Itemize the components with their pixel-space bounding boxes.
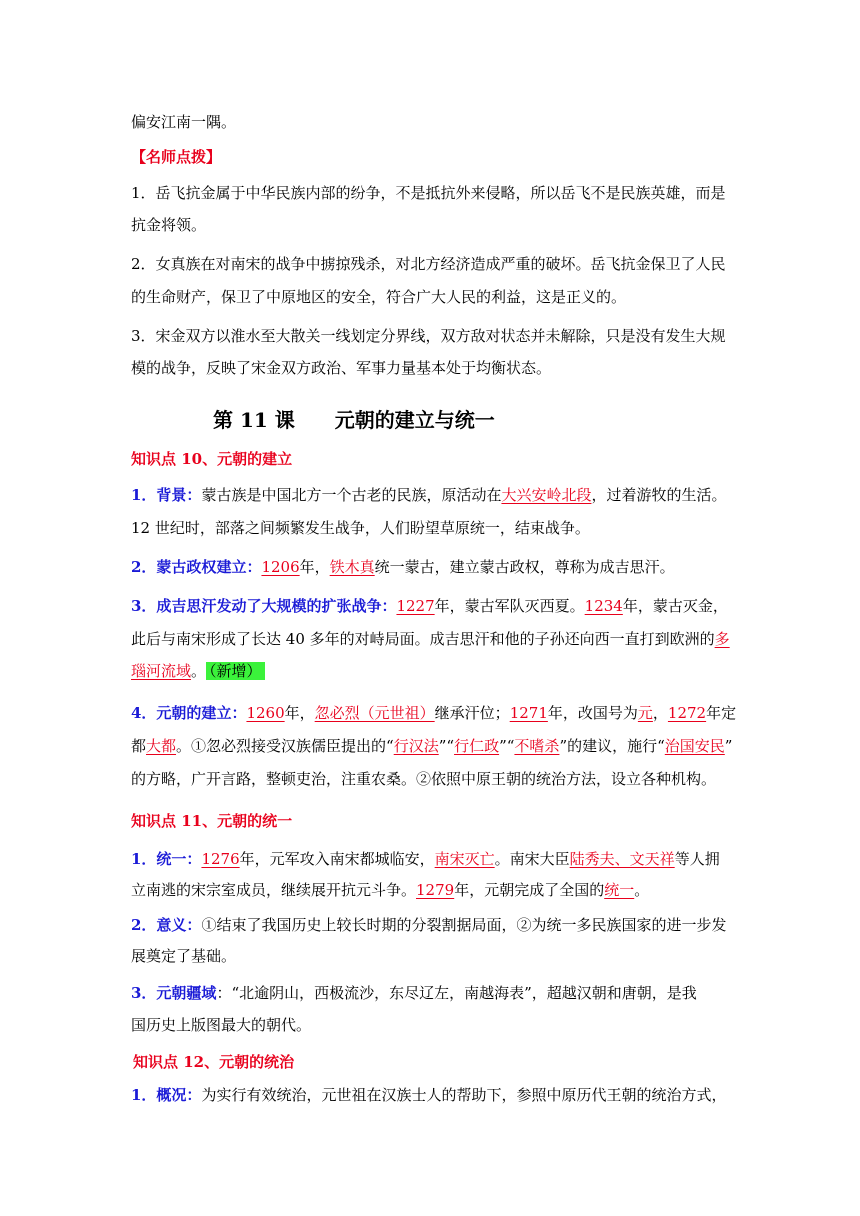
k11-territory-line-1: 3．元朝疆域：“北逾阴山，西极流沙，东尽辽左，南越海表”，超越汉朝和唐朝，是我 — [131, 984, 697, 1002]
paragraph-end: 偏安江南一隅。 — [131, 113, 237, 131]
k10-background-line-2: 12 世纪时，部落之间频繁发生战争，人们盼望草原统一，结束战争。 — [131, 519, 590, 537]
lesson-title — [213, 404, 495, 433]
k10-expansion-line-2: 此后与南宋形成了长达 40 多年的对峙局面。成吉思汗和他的子孙还向西一直打到欧洲的多 — [131, 630, 730, 648]
k11-unification-line-2: 立南逃的宋宗室成员，继续展开抗元斗争。1279年，元朝完成了全国的统一。 — [131, 881, 650, 899]
tip-1-line-1: 1．岳飞抗金属于中华民族内部的纷争，不是抵抗外来侵略，所以岳飞不是民族英雄，而是 — [131, 184, 726, 202]
k11-significance-line-2: 展奠定了基础。 — [131, 947, 237, 965]
tip-2-line-2: 的生命财产，保卫了中原地区的安全，符合广大人民的利益，这是正义的。 — [131, 288, 627, 306]
lesson-name: 元朝的建立与统一 — [334, 408, 495, 432]
tip-3-line-1: 3．宋金双方以淮水至大散关一线划定分界线，双方敌对状态并未解除，只是没有发生大规 — [131, 327, 726, 345]
k10-background-line-1: 1．背景：蒙古族是中国北方一个古老的民族，原活动在大兴安岭北段，过着游牧的生活。 — [131, 486, 727, 504]
lesson-number: 第 11 课 — [213, 408, 295, 432]
tip-1-line-2: 抗金将领。 — [131, 216, 207, 234]
k10-yuan-founding-line-3: 的方略，广开言路，整顿吏治，注重农桑。②依照中原王朝的统治方法，设立各种机构。 — [131, 770, 717, 788]
k10-yuan-founding-line-1: 4．元朝的建立：1260年，忽必烈（元世祖）继承汗位；1271年，改国号为元，1272年定 — [131, 704, 737, 722]
section-heading-11: 知识点 11、元朝的统一 — [131, 812, 293, 830]
k11-significance-line-1: 2．意义：①结束了我国历史上较长时期的分裂割据局面，②为统一多民族国家的进一步发 — [131, 916, 727, 934]
tip-heading: 【名师点拨】 — [131, 148, 222, 166]
section-heading-10: 知识点 10、元朝的建立 — [131, 450, 293, 468]
k10-expansion-line-3: 瑙河流域。 （新增） — [131, 661, 265, 681]
k11-unification-line-1: 1．统一：1276年，元军攻入南宋都城临安，南宋灭亡。南宋大臣陆秀夫、文天祥等人拥 — [131, 850, 720, 868]
section-heading-12: 知识点 12、元朝的统治 — [133, 1053, 295, 1071]
tip-3-line-2: 模的战争，反映了宋金双方政治、军事力量基本处于均衡状态。 — [131, 359, 552, 377]
k10-expansion-line-1: 3．成吉思汗发动了大规模的扩张战争：1227年，蒙古军队灭西夏。1234年，蒙古灭金， — [131, 597, 728, 615]
new-badge: （新增） — [206, 662, 265, 680]
k11-territory-line-2: 国历史上版图最大的朝代。 — [131, 1016, 312, 1034]
k10-yuan-founding-line-2: 都大都。①忽必烈接受汉族儒臣提出的“行汉法”“行仁政”“不嗜杀”的建议，施行“治国安民” — [131, 737, 733, 755]
k12-overview-line-1: 1．概况：为实行有效统治，元世祖在汉族士人的帮助下，参照中原历代王朝的统治方式， — [131, 1086, 727, 1104]
tip-2-line-1: 2．女真族在对南宋的战争中掳掠残杀，对北方经济造成严重的破坏。岳飞抗金保卫了人民 — [131, 255, 726, 273]
k10-mongol-regime: 2．蒙古政权建立：1206年，铁木真统一蒙古，建立蒙古政权，尊称为成吉思汗。 — [131, 558, 675, 576]
